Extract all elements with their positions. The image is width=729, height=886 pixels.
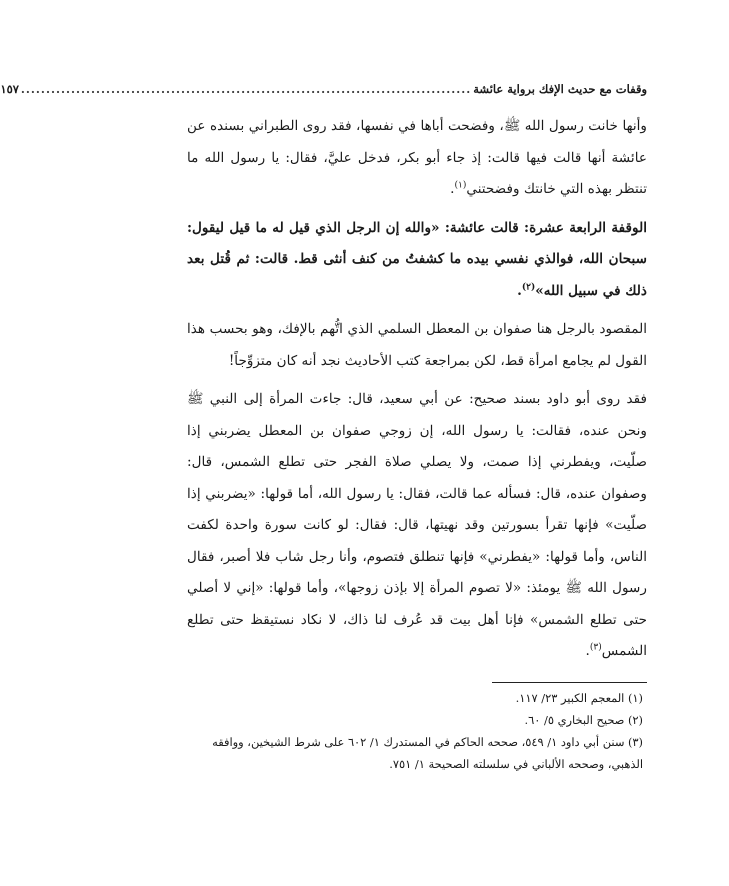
p4-line-4: الشمس، قال: وصفوان عنده، قال: فسأله عما قالت، فقال: يا رسول الله، أما <box>187 454 647 502</box>
page-number: ١٥٧ <box>0 82 19 96</box>
footnote-ref-1: (١) <box>454 180 467 191</box>
header-title: وقفات مع حديث الإفك برواية عائشة <box>473 82 647 96</box>
footnote-3: (٣) سنن أبي داود ١/ ٥٤٩، صححه الحاكم في المستدرك ١/ ٦٠٢ على شرط الشيخين، ووافقه <box>212 734 643 749</box>
footnote-3-continuation: الذهبي، وصححه الألباني في سلسلته الصحيحة ١/ ٧٥١. <box>389 756 643 771</box>
header-leader-dots: .......................................................................................... <box>20 82 472 96</box>
book-page <box>0 82 648 775</box>
p4-line-2: النبي ﷺ ونحن عنده، فقالت: يا رسول الله، إن زوجي صفوان بن المعطل <box>187 391 647 439</box>
p4-line-6: سورة واحدة لكفت الناس، وأما قولها: «يفطرني» فإنها تنطلق فتصوم، وأنا <box>187 517 647 565</box>
footnote-ref-2: (٢) <box>521 281 536 292</box>
p4-line-5: قولها: «يضربني إذا صلّيت» فإنها تقرأ بسورتين وقد نهيتها، قال: فقال: لو كانت <box>187 485 647 533</box>
p3-line-3: كان متزوِّجاً! <box>228 352 298 369</box>
p3-line-2: بحسب هذا القول لم يجامع امرأة قط، لكن بمراجعة كتب الأحاديث نجد أنه <box>187 321 647 369</box>
p4-line-3: يضربني إذا صلّيت، ويفطرني إذا صمت، ولا يصلي صلاة الفجر حتى تطلع <box>187 422 647 470</box>
p4-line-7: رجل شاب فلا أصبر، فقال رسول الله ﷺ يومئذ: «لا تصوم المرأة إلا بإذن <box>187 548 647 596</box>
p2-line-3: قُتل بعد ذلك في سبيل الله» <box>187 251 647 299</box>
p1-line-1: وأنها خانت رسول الله ﷺ، وفضحت أباها في نفسها، فقد روى الطبراني <box>248 118 647 134</box>
p4-line-9: لنا ذاك، لا نكاد نستيقظ حتى تطلع الشمس <box>187 611 647 659</box>
p1-line-2: بسنده عن عائشة أنها قالت فيها قالت: إذ جاء أبو بكر، فدخل عليَّ، فقال: يا <box>187 118 647 166</box>
p2-line-2: ليقول: سبحان الله، فوالذي نفسي بيده ما كشفتُ من كنف أنثى قط. قالت: ثم <box>187 219 647 267</box>
running-header <box>0 82 647 104</box>
footnote-2: (٢) صحيح البخاري ٥/ ٦٠. <box>524 712 643 727</box>
footnotes <box>187 687 647 775</box>
p3-line-1: المقصود بالرجل هنا صفوان بن المعطل السلمي الذي اتُّهم بالإفك، وهو <box>252 321 647 337</box>
p2-line-1: الوقفة الرابعة عشرة: قالت عائشة: «والله إن الرجل الذي قيل له ما قيل <box>229 219 647 236</box>
paragraph-4: فقد روى أبو داود بسند صحيح: عن أبي سعيد، قال: جاءت المرأة إلى النبي ﷺ ونحن عنده، فقالت: يا رسول الله، إن زوجي صفوان بن المعطل يضربني إذا صلّيت، ويفطرني إذا صمت، ولا يصلي صلاة الفجر حتى تطلع الشمس، قال: وصفوان عنده، قال: فسأله عما قالت، فقال: يا رسول الله، أما قولها: «يضربني إذا صلّيت» فإنها تقرأ بسورتين وقد نهيتها، قال: فقال: لو كانت سورة واحدة لكفت الناس، وأما قولها: «يفطرني» فإنها تنطلق فتصوم، وأنا رجل شاب فلا أصبر، فقال رسول الله ﷺ يومئذ: «لا تصوم المرأة إلا بإذن زوجها»، وأما قولها: «إني لا أصلي حتى تطلع الشمس» فإنا أهل بيت قد عُرف لنا ذاك، لا نكاد نستيقظ حتى تطلع الشمس$^{(٣)}$. <box>187 391 648 659</box>
footnote-separator <box>492 682 647 683</box>
paragraph-1: وأنها خانت رسول الله ﷺ، وفضحت أباها في نفسها، فقد روى الطبراني بسنده عن عائشة أنها قالت فيها قالت: إذ جاء أبو بكر، فدخل عليَّ، فقال: يا رسول الله ما تنتظر بهذه التي خانتك وفضحتني$^{(١)}$. <box>187 118 647 197</box>
paragraph-3 <box>187 314 647 377</box>
paragraph-2: الوقفة الرابعة عشرة: قالت عائشة: «والله إن الرجل الذي قيل له ما قيل ليقول: سبحان الله، فوالذي نفسي بيده ما كشفتُ من كنف أنثى قط. قالت: ثم قُتل بعد ذلك في سبيل الله»$^{(٢)}$. <box>187 219 647 299</box>
footnote-1: (١) المعجم الكبير ٢٣/ ١١٧. <box>515 690 643 705</box>
footnote-ref-3: (٣) <box>589 642 602 653</box>
p4-line-8: زوجها»، وأما قولها: «إني لا أصلي حتى تطلع الشمس» فإنا أهل بيت قد عُرف <box>187 580 647 628</box>
p4-line-1: فقد روى أبو داود بسند صحيح: عن أبي سعيد، قال: جاءت المرأة إلى <box>243 391 648 407</box>
p1-line-3: رسول الله ما تنتظر بهذه التي خانتك وفضحتني <box>187 149 647 197</box>
